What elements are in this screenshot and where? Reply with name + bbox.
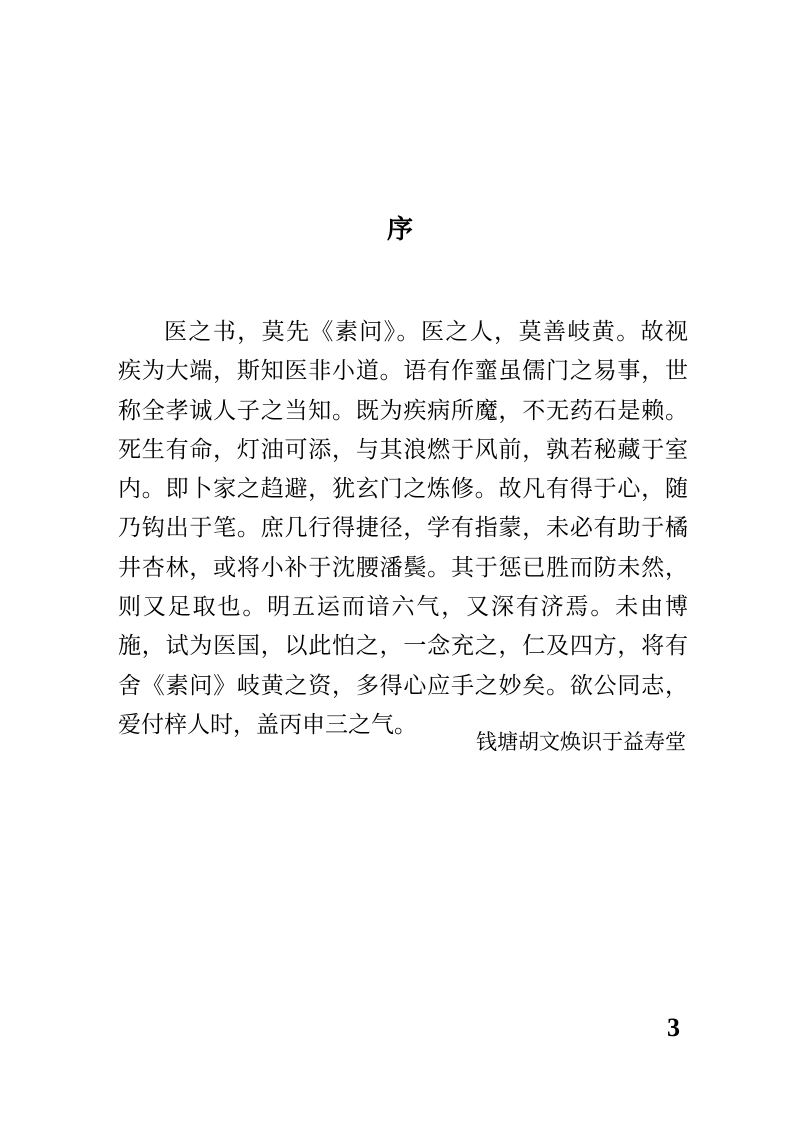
- paragraph-line: 医之书，莫先《素问》。医之人，莫善岐黄。故视: [164, 319, 688, 345]
- paragraph-line: 死生有命，灯油可添，与其浪燃于风前，孰若秘藏于室: [118, 436, 688, 463]
- paragraph-line: 乃钩出于笔。庶几行得捷径，学有指蒙，未必有助于橘: [118, 515, 688, 542]
- page-title: 序: [386, 215, 413, 245]
- paragraph-line: 疾为大端，斯知医非小道。语有作韲虽儒门之易事，世: [118, 358, 688, 385]
- preface-paragraph: [118, 313, 688, 745]
- paragraph-line: 爱付梓人时，盖丙申三之气。: [118, 711, 417, 738]
- paragraph-line: 内。即卜家之趋避，犹玄门之炼修。故凡有得于心，随: [118, 476, 688, 503]
- paragraph-line: 舍《素问》岐黄之资，多得心应手之妙矣。欲公同志，: [118, 672, 688, 699]
- page-number: 3: [667, 1013, 680, 1042]
- paragraph-line: 施，试为医国，以此怕之，一念充之，仁及四方，将有: [118, 633, 688, 660]
- paragraph-line: 称全孝诚人子之当知。既为疾病所魔，不无药石是赖。: [118, 397, 688, 424]
- author-signature: 钱塘胡文焕识于益寿堂: [476, 730, 686, 754]
- paragraph-line: 井杏林，或将小补于沈腰潘鬓。其于惩已胜而防未然，: [118, 554, 688, 581]
- paragraph-line: 则又足取也。明五运而谙六气，又深有济焉。未由博: [118, 594, 688, 621]
